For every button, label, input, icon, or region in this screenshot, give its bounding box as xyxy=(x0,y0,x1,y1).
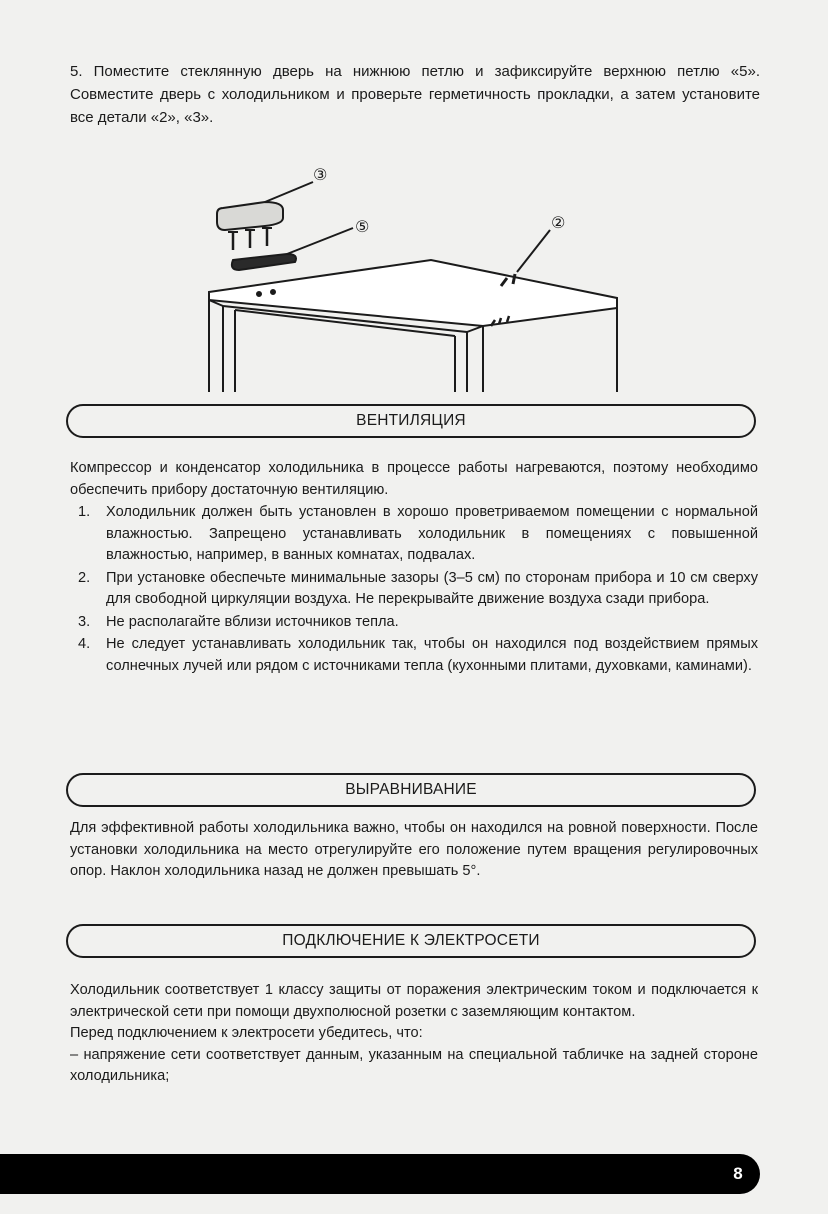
callout-5-label: ⑤ xyxy=(355,217,370,236)
section-header-leveling xyxy=(66,773,756,807)
section-title: ВЫРАВНИВАНИЕ xyxy=(345,781,477,798)
section-header-power xyxy=(66,924,756,958)
door-hinge-diagram xyxy=(195,160,625,392)
callout-2-label: ② xyxy=(551,213,566,232)
power-paragraph-1: Холодильник соответствует 1 классу защиты от поражения электрическим током и подключается к электрической сети при помощи двухполюсной розетки с заземляющим контактом. xyxy=(70,982,758,1020)
section-title: ПОДКЛЮЧЕНИЕ К ЭЛЕКТРОСЕТИ xyxy=(282,932,540,949)
power-section-body xyxy=(70,980,758,1088)
page-number: 8 xyxy=(733,1164,743,1183)
section-header-ventilation xyxy=(66,404,756,438)
list-item: 2. При установке обеспечьте минимальные зазоры (3–5 см) по сторонам прибора и 10 см сверху для свободной циркуляции воздуха. Не перекрывайте движение воздуха сзади прибора. xyxy=(78,569,758,607)
power-paragraph-2: Перед подключением к электросети убедитесь, что: xyxy=(70,1025,423,1041)
list-item: 3. Не располагайте вблизи источников тепла. xyxy=(78,613,399,630)
intro-paragraph: 5. Поместите стеклянную дверь на нижнюю петлю и зафиксируйте верхнюю петлю «5». Совместите дверь с холодильником и проверьте герметичность прокладки, а затем установите все детали «2», «3». xyxy=(70,63,760,126)
power-paragraph-3: – напряжение сети соответствует данным, указанным на специальной табличке на задней стороне холодильника; xyxy=(70,1046,758,1084)
ventilation-lead: Компрессор и конденсатор холодильника в процессе работы нагреваются, поэтому необходимо обеспечить прибору достаточную вентиляцию. xyxy=(70,460,758,498)
leveling-paragraph: Для эффективной работы холодильника важно, чтобы он находился на ровной поверхности. После установки холодильника на место отрегулируйте его положение путем вращения регулировочных опор. Наклон холодильника назад не должен превышать 5°. xyxy=(70,820,758,879)
ventilation-list xyxy=(70,502,758,678)
list-item: 4. Не следует устанавливать холодильник так, чтобы он находился под воздействием прямых солнечных лучей или рядом с источниками тепла (кухонными плитами, духовками, каминами). xyxy=(78,636,758,674)
footer-bar xyxy=(0,1154,760,1194)
list-item: 1. Холодильник должен быть установлен в хорошо проветриваемом помещении с нормальной влажностью. Запрещено устанавливать холодильник в помещениях с повышенной влажностью, например, в ванных комнатах, подвалах. xyxy=(78,504,758,563)
section-title: ВЕНТИЛЯЦИЯ xyxy=(356,412,466,429)
callout-3-label: ③ xyxy=(313,165,328,184)
